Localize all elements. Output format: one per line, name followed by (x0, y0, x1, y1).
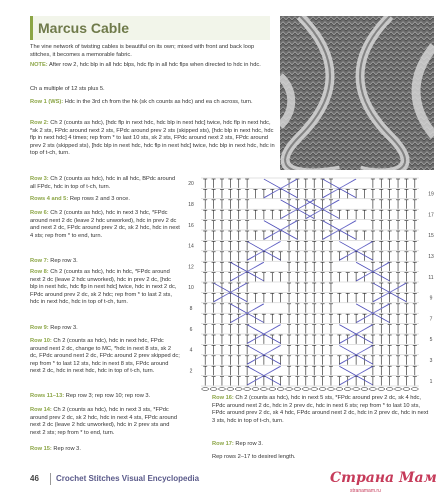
row-instruction (212, 395, 430, 425)
row-number-left: 6 (189, 326, 193, 333)
row-text: Rep row 3. (48, 325, 78, 331)
row-instruction (30, 393, 180, 401)
stitch-swatch-photo (280, 16, 434, 170)
row-text: Rep row 3. (51, 446, 81, 452)
chain-stitch (311, 388, 318, 391)
page-number: 46 (30, 474, 39, 483)
note-label: NOTE: (30, 62, 48, 68)
chain-stitch (411, 388, 418, 391)
note-paragraph (30, 62, 275, 70)
row-label: Row 17: (212, 441, 234, 447)
watermark-url: stranamam.ru (350, 488, 381, 494)
row-label: Row 7: (30, 258, 49, 264)
row-instruction (30, 196, 180, 204)
stitch-diagram (183, 172, 439, 394)
row-label: Rows 4 and 5: (30, 196, 69, 202)
chain-stitch (378, 388, 385, 391)
crochet-chart (183, 172, 439, 394)
row-number-left: 8 (189, 306, 193, 312)
chain-stitch (353, 388, 360, 391)
row-number-left: 18 (188, 202, 194, 208)
row-instruction (30, 325, 180, 333)
footer-divider (50, 473, 51, 485)
row-text: Rep row 3. (233, 441, 263, 447)
chain-stitch (202, 388, 209, 391)
row-number-left: 10 (188, 285, 194, 292)
row-label: Rows 11–13: (30, 393, 65, 399)
row-label: Row 16: (212, 395, 234, 401)
swatch-texture (280, 16, 434, 170)
row-text: Ch 2 (counts as hdc), hdc in next hdc, FPdc around next 2 dc, change to MC, *hdc in next 8 sts, sk 2 dc, FPdc around next 2 dc, FPdc around 2 prev skipped dc; rep from * to last 12 sts, hdc in next 8 sts, FPdc around next 2 dc, hdc in next hdc, hdc in top of t-ch, turn. (30, 338, 180, 374)
chain-stitch (395, 388, 402, 391)
row-label: Row 10: (30, 338, 52, 344)
row-text: Ch 2 (counts as hdc), hdc in next 3 sts, *FPdc around prev 2 dc, sk 2 hdc, hdc in next 4 sts, FPdc around next 2 dc (leave 2 hdc unworked), hdc in 2 prev sts and next 2 sts; rep from * to end, turn. (30, 407, 178, 436)
row-number-left: 12 (188, 264, 194, 271)
row-instruction (212, 441, 430, 449)
row-label: Row 3: (30, 176, 49, 182)
row-instruction (30, 258, 180, 266)
row-label: Row 9: (30, 325, 49, 331)
row-text: Rep rows 2 and 3 once. (68, 196, 130, 202)
row-text: Rep row 3; rep row 10; rep row 3. (64, 393, 151, 399)
chain-stitch (286, 388, 293, 391)
row-number-right: 3 (429, 358, 433, 364)
chain-stitch (210, 388, 217, 391)
row-instruction (30, 407, 180, 437)
row-instruction (30, 176, 180, 191)
row-number-right: 1 (429, 378, 433, 385)
row-instruction (30, 120, 275, 158)
row-label: Row 1 (WS): (30, 99, 64, 105)
row-number-right: 19 (428, 191, 434, 198)
chain-stitch (344, 388, 351, 391)
row-label: Row 2: (30, 120, 49, 126)
chain-stitch (277, 388, 284, 391)
chain-instruction: Ch a multiple of 12 sts plus 5. (30, 86, 105, 92)
chain-stitch (294, 388, 301, 391)
row-number-right: 9 (429, 295, 433, 302)
row-label: Row 6: (30, 210, 49, 216)
row-number-right: 11 (428, 274, 434, 281)
chain-stitch (244, 388, 251, 391)
row-number-left: 14 (188, 243, 194, 250)
chain-stitch (235, 388, 242, 391)
chain-stitch (302, 388, 309, 391)
row-text: Rep row 3. (48, 258, 78, 264)
row-instruction (30, 446, 180, 454)
row-instruction (30, 269, 180, 307)
chain-stitch (386, 388, 393, 391)
chain-stitch (361, 388, 368, 391)
row-instruction (30, 210, 180, 240)
chain-stitch (327, 388, 334, 391)
page-title: Marcus Cable (38, 20, 130, 36)
row-label: Row 15: (30, 446, 52, 452)
row-number-left: 2 (189, 368, 193, 375)
row-number-left: 4 (189, 347, 193, 354)
row-text: Ch 2 (counts as hdc), hdc in all hdc, BPdc around all FPdc, hdc in top of t-ch, turn. (30, 176, 176, 190)
book-title: Crochet Stitches Visual Encyclopedia (56, 474, 200, 483)
note-text: After row 2, hdc blp in all hdc blps, hdc flp in all hdc flps when directed to hdc in hdc. (47, 62, 261, 68)
row-number-right: 17 (428, 212, 434, 219)
watermark-logo: Страна Мам (330, 470, 437, 486)
chain-stitch (252, 388, 259, 391)
row-instruction (30, 99, 275, 107)
row-number-left: 20 (188, 181, 194, 188)
intro-text: The vine network of twisting cables is beautiful on its own; mixed with front and back loop stitches, it becomes a memorable fabric. (30, 44, 255, 58)
chain-stitch (369, 388, 376, 391)
row-text: Ch 2 (counts as hdc), hdc in next 5 sts, *FPdc around prev 2 dc, sk 4 hdc, FPdc around next 2 dc, hdc in 2 prev dc, hdc in next 6 sts; rep from * to last 10 sts, FPdc around prev 2 dc, sk 4 hdc, FPdc around next 2 dc, hdc in 2 prev dc, hdc in next 3 sts, hdc in top of t-ch, turn. (212, 395, 429, 424)
chain-stitch (403, 388, 410, 391)
chain-stitch (336, 388, 343, 391)
row-text: Ch 2 (counts as hdc), hdc in hdc, *FPdc around next 2 dc (leave 2 hdc unworked), hdc in prev 2 dc, [hdc blp in next hdc, hdc flp in next hdc] twice, hdc in next 2 dc, FPdc around prev 2 dc, sk 2 hdc; rep from * to last 2 sts, hdc in next hdc, hdc in top of t-ch, turn. (30, 269, 177, 305)
row-number-right: 7 (429, 316, 433, 323)
chain-stitch (269, 388, 276, 391)
chain-stitch (227, 388, 234, 391)
row-number-right: 13 (428, 254, 434, 260)
chain-stitch (218, 388, 225, 391)
row-number-right: 15 (428, 233, 434, 240)
row-text: Ch 2 (counts as hdc), hdc in next 3 hdc, *FPdc around next 2 dc (leave 2 hdc unworked), hdc in prev 2 dc and next 2 dc, FPdc around prev 2 dc, sk 2 hdc, hdc in next 4 sts; rep from * to end, turn. (30, 210, 180, 239)
row-label: Row 14: (30, 407, 52, 413)
row-label: Row 8: (30, 269, 49, 275)
chain-stitch (319, 388, 326, 391)
chain-stitch (260, 388, 267, 391)
repeat-note: Rep rows 2–17 to desired length. (212, 454, 296, 460)
row-number-left: 16 (188, 222, 194, 229)
row-text: Ch 2 (counts as hdc), [hdc flp in next hdc, hdc blp in next hdc] twice, hdc flp in next hdc, *sk 2 sts, FPdc around next 2 sts, FPdc around prev 2 sts (skipped sts), [hdc blp in next hdc, hdc flp in next hdc] 4 times; rep from * to last 10 sts, sk 2 sts, FPdc around next 2 sts, FPdc around prev 2 sts (skipped sts), [hdc blp in next hdc, hdc flp in next hdc] twice, hdc blp in next hdc, hdc in top of t-ch, turn. (30, 120, 275, 156)
row-text: Hdc in the 3rd ch from the hk (sk ch counts as hdc) and ea ch across, turn. (63, 99, 253, 105)
row-instruction (30, 338, 180, 376)
row-number-right: 5 (429, 337, 433, 344)
